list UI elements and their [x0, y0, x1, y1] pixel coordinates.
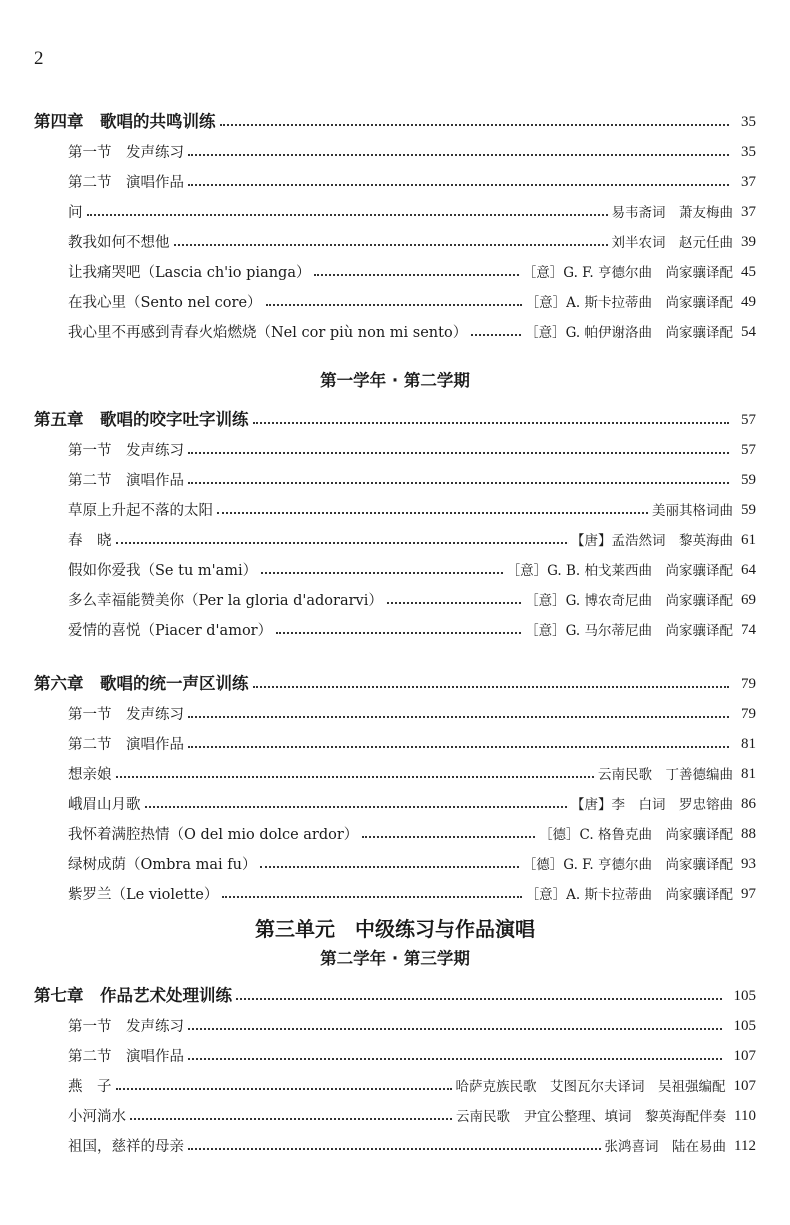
- dot-leader: [188, 184, 729, 186]
- toc-entry-row[interactable]: [0, 812, 790, 842]
- dot-leader: [188, 1058, 722, 1060]
- toc-page-number: 49: [741, 294, 756, 310]
- toc-credit: ［意］A. 斯卡拉蒂曲 尚家骧译配: [525, 294, 733, 311]
- toc-title: 在我心里（Sento nel core）: [68, 294, 262, 311]
- dot-leader: [87, 214, 608, 216]
- toc-entry-row[interactable]: [0, 692, 790, 722]
- toc-entry-row[interactable]: [0, 488, 790, 518]
- toc-page-number: 61: [741, 532, 756, 548]
- dot-leader: [387, 602, 521, 604]
- toc-title: 草原上升起不落的太阳: [68, 502, 213, 519]
- toc-credit: 易韦斋词 萧友梅曲: [611, 204, 733, 221]
- term-heading: 第二学年 · 第三学期: [320, 949, 470, 968]
- toc-entry-row[interactable]: [0, 220, 790, 250]
- dot-leader: [362, 836, 535, 838]
- toc-credit: ［德］C. 格鲁克曲 尚家骧译配: [539, 826, 733, 843]
- dot-leader: [314, 274, 518, 276]
- toc-title: 第六章 歌唱的统一声区训练: [34, 673, 249, 693]
- toc-entry-row[interactable]: [0, 782, 790, 812]
- toc-entry-row[interactable]: [0, 578, 790, 608]
- toc-entry-row[interactable]: [0, 190, 790, 220]
- toc-page-number: 79: [741, 706, 756, 722]
- dot-leader: [253, 422, 730, 424]
- toc-title: 第一节 发声练习: [68, 1018, 184, 1035]
- toc-title: 春 晓: [68, 532, 112, 549]
- toc-title: 第二节 演唱作品: [68, 174, 184, 191]
- toc-entry-row[interactable]: [0, 752, 790, 782]
- dot-leader: [217, 512, 648, 514]
- toc-title: 爱情的喜悦（Piacer d'amor）: [68, 622, 273, 639]
- toc-title: 第一节 发声练习: [68, 144, 184, 161]
- toc-title: 第四章 歌唱的共鸣训练: [34, 111, 216, 131]
- toc-title: 问: [68, 204, 83, 221]
- toc-page-number: 107: [733, 1078, 756, 1094]
- toc-entry-row[interactable]: [0, 608, 790, 638]
- toc-page-number: 57: [741, 412, 756, 428]
- toc-entry-row[interactable]: [0, 1004, 790, 1034]
- toc-credit: 【唐】李 白词 罗忠镕曲: [571, 796, 733, 813]
- toc-page-number: 105: [733, 988, 756, 1004]
- toc-entry-row[interactable]: [0, 548, 790, 578]
- table-of-contents: [0, 100, 790, 1154]
- term-heading: 第一学年 · 第二学期: [320, 371, 470, 390]
- dot-leader: [188, 1148, 601, 1150]
- toc-entry-row[interactable]: [0, 842, 790, 872]
- toc-entry-row[interactable]: [0, 428, 790, 458]
- toc-entry-row[interactable]: [0, 160, 790, 190]
- toc-page-number: 93: [741, 856, 756, 872]
- dot-leader: [222, 896, 521, 898]
- toc-entry-row[interactable]: [0, 310, 790, 340]
- dot-leader: [253, 686, 730, 688]
- toc-credit: 云南民歌 尹宜公整理、填词 黎英海配伴奏: [456, 1108, 727, 1125]
- dot-leader: [188, 1028, 722, 1030]
- toc-entry-row[interactable]: [0, 722, 790, 752]
- toc-page-number: 107: [733, 1048, 756, 1064]
- toc-chapter-row[interactable]: [0, 100, 790, 130]
- dot-leader: [188, 716, 729, 718]
- toc-title: 绿树成荫（Ombra mai fu）: [68, 856, 257, 873]
- toc-title: 第一节 发声练习: [68, 706, 184, 723]
- toc-entry-row[interactable]: [0, 518, 790, 548]
- dot-leader: [276, 632, 521, 634]
- toc-page-number: 57: [741, 442, 756, 458]
- toc-title: 第五章 歌唱的咬字吐字训练: [34, 409, 249, 429]
- dot-leader: [220, 124, 730, 126]
- toc-page-number: 35: [741, 144, 756, 160]
- toc-title: 让我痛哭吧（Lascia ch'io pianga）: [68, 264, 311, 281]
- section-gap: [0, 340, 790, 364]
- dot-leader: [188, 452, 729, 454]
- toc-page-number: 86: [741, 796, 756, 812]
- dot-leader: [261, 572, 502, 574]
- toc-title: 祖国，慈祥的母亲: [68, 1138, 184, 1155]
- toc-title: 燕 子: [68, 1078, 112, 1095]
- toc-chapter-row[interactable]: [0, 974, 790, 1004]
- toc-entry-row[interactable]: [0, 872, 790, 902]
- dot-leader: [130, 1118, 452, 1120]
- toc-page-number: 39: [741, 234, 756, 250]
- dot-leader: [188, 154, 729, 156]
- toc-credit: 张鸿喜词 陆在易曲: [604, 1138, 727, 1155]
- toc-credit: 云南民歌 丁善德编曲: [598, 766, 733, 783]
- toc-credit: ［意］G. B. 柏戈莱西曲 尚家骧译配: [506, 562, 733, 579]
- toc-entry-row[interactable]: [0, 130, 790, 160]
- toc-page-number: 59: [741, 472, 756, 488]
- toc-credit: ［德］G. F. 亨德尔曲 尚家骧译配: [522, 856, 733, 873]
- toc-page-number: 37: [741, 174, 756, 190]
- toc-page-number: 54: [741, 324, 756, 340]
- toc-page-number: 81: [741, 766, 756, 782]
- toc-credit: 刘半农词 赵元任曲: [611, 234, 733, 251]
- dot-leader: [145, 806, 568, 808]
- toc-credit: ［意］G. 博农奇尼曲 尚家骧译配: [525, 592, 733, 609]
- toc-entry-row[interactable]: [0, 1034, 790, 1064]
- dot-leader: [188, 746, 729, 748]
- dot-leader: [188, 482, 729, 484]
- toc-page-number: 64: [741, 562, 756, 578]
- toc-page-number: 112: [734, 1138, 756, 1154]
- toc-title: 峨眉山月歌: [68, 796, 141, 813]
- section-gap: [0, 638, 790, 662]
- toc-title: 多么幸福能赞美你（Per la gloria d'adorarvi）: [68, 592, 383, 609]
- toc-title: 假如你爱我（Se tu m'ami）: [68, 562, 258, 579]
- toc-entry-row[interactable]: [0, 250, 790, 280]
- toc-page-number: 59: [741, 502, 756, 518]
- dot-leader: [236, 998, 722, 1000]
- dot-leader: [116, 542, 568, 544]
- dot-leader: [471, 334, 521, 336]
- toc-title: 紫罗兰（Le violette）: [68, 886, 219, 903]
- toc-title: 我心里不再感到青春火焰燃烧（Nel cor più non mi sento）: [68, 324, 468, 341]
- toc-entry-row[interactable]: [0, 458, 790, 488]
- dot-leader: [266, 304, 522, 306]
- toc-page-number: 81: [741, 736, 756, 752]
- dot-leader: [116, 776, 595, 778]
- toc-credit: ［意］G. 马尔蒂尼曲 尚家骧译配: [525, 622, 733, 639]
- toc-entry-row[interactable]: [0, 1124, 790, 1154]
- toc-chapter-row[interactable]: [0, 662, 790, 692]
- toc-page-number: 79: [741, 676, 756, 692]
- toc-page-number: 45: [741, 264, 756, 280]
- toc-page-number: 37: [741, 204, 756, 220]
- toc-title: 第二节 演唱作品: [68, 472, 184, 489]
- page-number: 2: [34, 48, 44, 69]
- toc-page-number: 105: [733, 1018, 756, 1034]
- toc-title: 第一节 发声练习: [68, 442, 184, 459]
- toc-credit: ［意］G. F. 亨德尔曲 尚家骧译配: [522, 264, 733, 281]
- dot-leader: [116, 1088, 452, 1090]
- toc-entry-row[interactable]: [0, 1094, 790, 1124]
- toc-page-number: 69: [741, 592, 756, 608]
- dot-leader: [174, 244, 608, 246]
- unit-heading: 第三单元 中级练习与作品演唱: [255, 917, 535, 941]
- toc-page-number: 110: [734, 1108, 756, 1124]
- toc-page-number: 88: [741, 826, 756, 842]
- toc-credit: 哈萨克族民歌 艾图瓦尔夫译词 吴祖强编配: [455, 1078, 726, 1095]
- toc-credit: ［意］G. 帕伊谢洛曲 尚家骧译配: [525, 324, 733, 341]
- toc-title: 想亲娘: [68, 766, 112, 783]
- toc-page-number: 35: [741, 114, 756, 130]
- toc-entry-row[interactable]: [0, 280, 790, 310]
- toc-title: 第二节 演唱作品: [68, 1048, 184, 1065]
- toc-credit: 【唐】孟浩然词 黎英海曲: [571, 532, 733, 549]
- toc-chapter-row[interactable]: [0, 398, 790, 428]
- toc-credit: ［意］A. 斯卡拉蒂曲 尚家骧译配: [525, 886, 733, 903]
- toc-entry-row[interactable]: [0, 1064, 790, 1094]
- toc-page-number: 74: [741, 622, 756, 638]
- toc-title: 小河淌水: [68, 1108, 126, 1125]
- toc-title: 我怀着满腔热情（O del mio dolce ardor）: [68, 826, 359, 843]
- toc-title: 教我如何不想他: [68, 234, 170, 251]
- toc-page-number: 97: [741, 886, 756, 902]
- toc-title: 第七章 作品艺术处理训练: [34, 985, 232, 1005]
- dot-leader: [260, 866, 518, 868]
- toc-title: 第二节 演唱作品: [68, 736, 184, 753]
- toc-credit: 美丽其格词曲: [652, 502, 733, 519]
